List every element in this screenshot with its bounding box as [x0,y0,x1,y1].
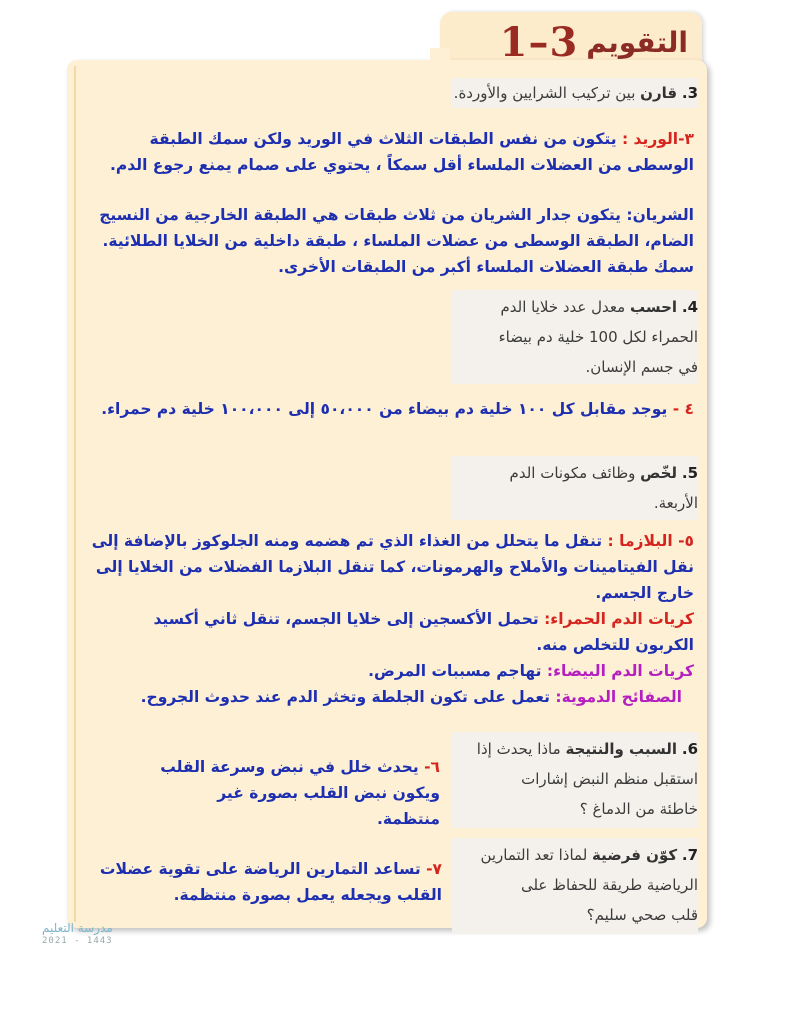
question-6: 6. السبب والنتيجة ماذا يحدث إذا استقبل منظم النبض إشارات خاطئة من الدماغ ؟ [452,732,698,828]
question-7: 7. كوّن فرضية لماذا تعد التمارين الرياضية طريقة للحفاظ على قلب صحي سليم؟ [452,838,698,934]
question-4: 4. احسب معدل عدد خلايا الدم الحمراء لكل 100 خلية دم بيضاء في جسم الإنسان. [452,290,698,384]
answer-5-red-cells: كريات الدم الحمراء: تحمل الأكسجين إلى خلايا الجسم، تنقل ثاني أكسيد الكربون للتخلص منه. [153,610,694,654]
answer-3-artery: الشريان: يتكون جدار الشريان من ثلاث طبقات هي الطبقة الخارجية من النسيج الضام، الطبقة الوسطى من عضلات الملساء ، طبقة داخلية من الخلايا الطلائية. سمك طبقة العضلات الملساء أكبر من الطبقات الأخرى. [99,206,694,276]
question-5: 5. لخّص وظائف مكونات الدم الأربعة. [452,456,698,520]
answer-4: ٤ - يوجد مقابل كل ١٠٠ خلية دم بيضاء من ٥٠،٠٠٠ إلى ١٠٠،٠٠٠ خلية دم حمراء. [101,400,694,418]
answer-6: ٦- يحدث خلل في نبض وسرعة القلب ويكون نبض القلب بصورة غير منتظمة. [160,758,440,828]
title-word: التقويم [586,25,688,59]
answer-5-platelets: الصفائح الدموية: تعمل على تكون الجلطة وتخثر الدم عند حدوث الجروح. [140,688,682,706]
answer-5-plasma: ٥- البلازما : تنقل ما يتحلل من الغذاء الذي تم هضمه ومنه الجلوكوز بالإضافة إلى نقل الفيتامينات والأملاح والهرمونات، كما تنقل البلازما الفضلات من الخلايا إلى خارج الجسم. [91,532,694,602]
title-number: 3–1 [499,18,579,66]
watermark-logo: مدرسة التعليم 2021 - 1443 [42,921,113,946]
question-3: 3. قارن بين تركيب الشرايين والأوردة. [452,78,698,108]
page-title [500,14,688,70]
answer-3-vein: ٣-الوريد : يتكون من نفس الطبقات الثلاث في الوريد ولكن سمك الطبقة الوسطى من العضلات الملساء أقل سمكاً ، يحتوي على صمام يمنع رجوع الدم. [110,130,694,174]
answer-5-white-cells: كريات الدم البيضاء: تهاجم مسببات المرض. [368,662,694,680]
answer-5 [90,528,694,710]
answer-7: ٧- تساعد التمارين الرياضة على تقوية عضلات القلب ويجعله يعمل بصورة منتظمة. [99,860,442,904]
